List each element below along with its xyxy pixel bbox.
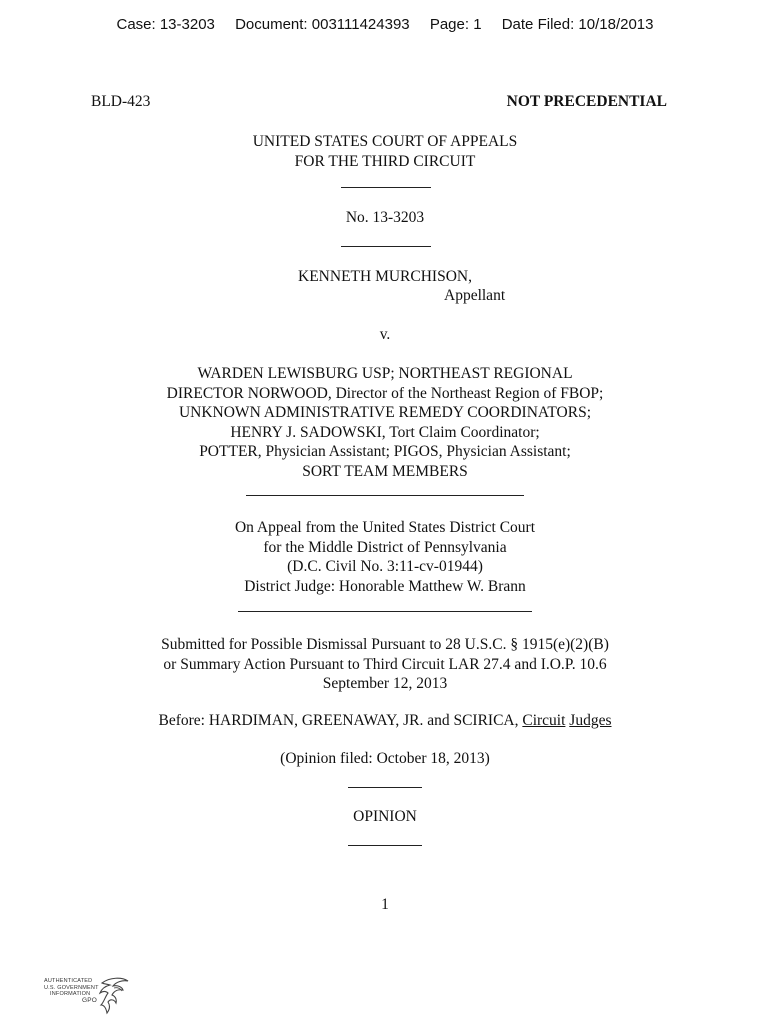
case-number: Case: 13-3203 [116, 16, 215, 33]
appellee-line: DIRECTOR NORWOOD, Director of the Northeast Region of FBOP; [166, 384, 604, 402]
divider [348, 786, 422, 788]
divider [246, 494, 524, 496]
submission-line: Submitted for Possible Dismissal Pursuant to 28 U.S.C. § 1915(e)(2)(B) [161, 636, 609, 653]
divider [341, 186, 431, 188]
divider [341, 245, 431, 247]
page-number: 1 [381, 896, 389, 913]
panel-prefix: Before: HARDIMAN, GREENAWAY, JR. and SCIRICA, [158, 712, 519, 729]
appeal-line: District Judge: Honorable Matthew W. Brann [244, 577, 526, 595]
submission-line: September 12, 2013 [322, 675, 448, 692]
docket-code: BLD-423 [91, 93, 151, 110]
panel-judges-word: Judges [569, 712, 612, 729]
appeal-info [0, 518, 770, 596]
precedential-status: NOT PRECEDENTIAL [506, 93, 667, 110]
seal-line-3: INFORMATION [50, 991, 91, 997]
seal-line-1: AUTHENTICATED [44, 978, 93, 984]
divider [348, 844, 422, 846]
appeal-line: for the Middle District of Pennsylvania [263, 538, 507, 556]
appellee-line: UNKNOWN ADMINISTRATIVE REMEDY COORDINATORS; [178, 404, 592, 421]
appellee-line: SORT TEAM MEMBERS [302, 462, 468, 480]
eagle-icon [96, 975, 130, 1017]
gpo-authentication-seal [44, 975, 130, 1017]
court-name [0, 132, 770, 171]
appeal-line: (D.C. Civil No. 3:11-cv-01944) [287, 558, 483, 575]
appellant-name: KENNETH MURCHISON, [298, 268, 472, 285]
opinion-filed: (Opinion filed: October 18, 2013) [280, 750, 490, 767]
date-filed: Date Filed: 10/18/2013 [501, 16, 654, 33]
appellee-line: POTTER, Physician Assistant; PIGOS, Physician Assistant; [199, 443, 571, 460]
court-line-1: UNITED STATES COURT OF APPEALS [252, 133, 518, 150]
appellee-line: WARDEN LEWISBURG USP; NORTHEAST REGIONAL [197, 365, 573, 382]
panel-circuit: Circuit [522, 712, 566, 729]
divider [238, 610, 532, 612]
versus: v. [379, 326, 391, 343]
submission-line: or Summary Action Pursuant to Third Circuit LAR 27.4 and I.O.P. 10.6 [163, 655, 607, 673]
seal-line-4: GPO [82, 996, 98, 1004]
appeal-line: On Appeal from the United States District Court [234, 519, 536, 536]
panel-judges [0, 712, 770, 730]
document-number: Document: 003111424393 [235, 16, 410, 33]
seal-line-2: U.S. GOVERNMENT [44, 984, 99, 991]
submission-info [0, 635, 770, 694]
appellees [0, 364, 770, 481]
appellee-line: HENRY J. SADOWSKI, Tort Claim Coordinator; [230, 423, 540, 441]
filing-header [0, 16, 770, 33]
court-line-2: FOR THE THIRD CIRCUIT [294, 152, 476, 170]
case-number-heading: No. 13-3203 [345, 209, 425, 226]
page-indicator: Page: 1 [429, 16, 482, 33]
opinion-heading: OPINION [353, 808, 417, 825]
appellant-role: Appellant [444, 287, 506, 304]
